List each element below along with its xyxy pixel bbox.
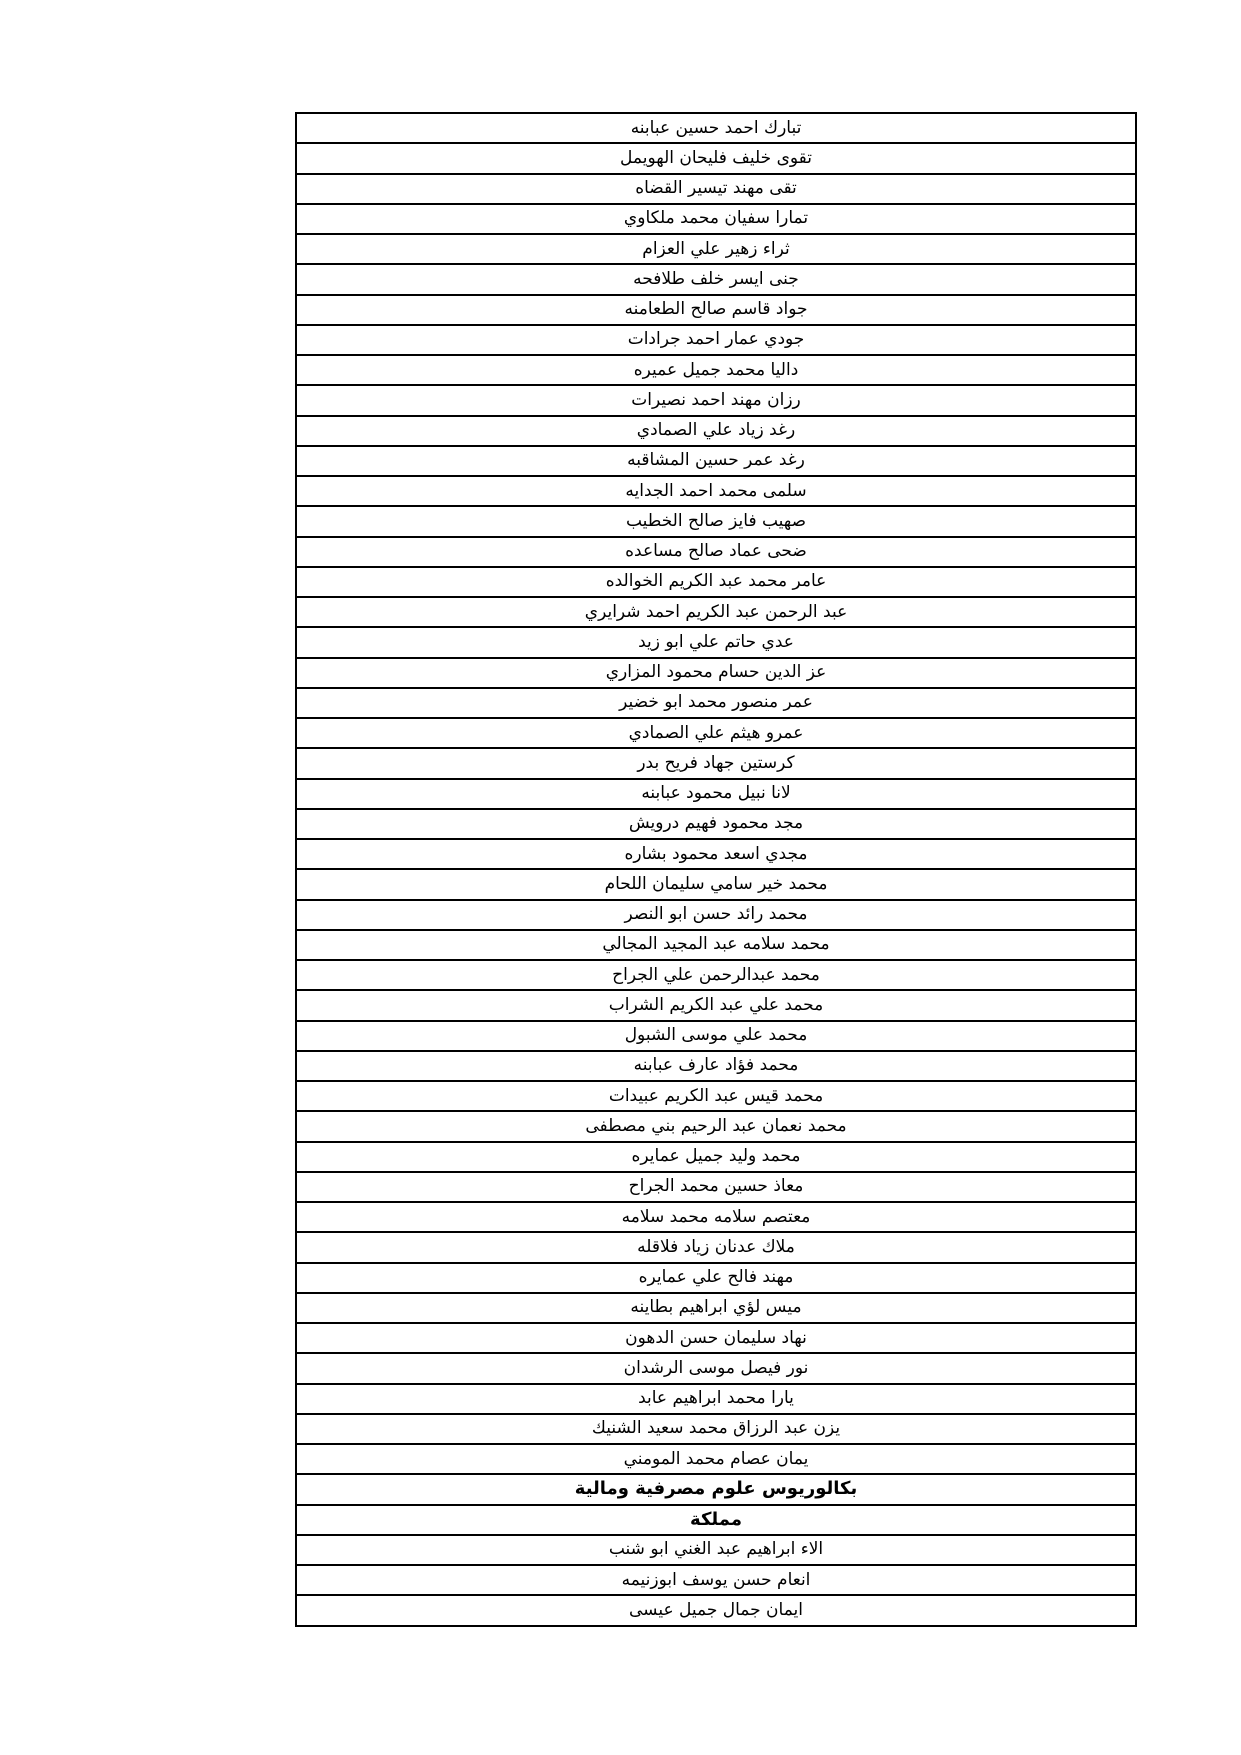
- table-row: محمد خير سامي سليمان اللحام: [297, 870, 1135, 900]
- table-row: عمر منصور محمد ابو خضير: [297, 689, 1135, 719]
- table-row: الاء ابراهيم عبد الغني ابو شنب: [297, 1536, 1135, 1566]
- table-row: محمد نعمان عبد الرحيم بني مصطفى: [297, 1112, 1135, 1142]
- table-row: جودي عمار احمد جرادات: [297, 326, 1135, 356]
- table-row: لانا نبيل محمود عبابنه: [297, 780, 1135, 810]
- table-row: ضحى عماد صالح مساعده: [297, 538, 1135, 568]
- table-row: نهاد سليمان حسن الدهون: [297, 1324, 1135, 1354]
- table-row: رزان مهند احمد نصيرات: [297, 386, 1135, 416]
- table-row: سلمى محمد احمد الجدايه: [297, 477, 1135, 507]
- table-row: محمد فؤاد عارف عبابنه: [297, 1052, 1135, 1082]
- table-row: محمد عبدالرحمن علي الجراح: [297, 961, 1135, 991]
- table-row: ملاك عدنان زياد فلاقله: [297, 1233, 1135, 1263]
- table-row: عامر محمد عبد الكريم الخوالده: [297, 568, 1135, 598]
- table-row: يمان عصام محمد المومني: [297, 1445, 1135, 1475]
- table-row: داليا محمد جميل عميره: [297, 356, 1135, 386]
- table-row: كرستين جهاد فريح بدر: [297, 749, 1135, 779]
- table-row: ثراء زهير علي العزام: [297, 235, 1135, 265]
- table-row: عز الدين حسام محمود المزاري: [297, 659, 1135, 689]
- table-row: مهند فالح علي عمايره: [297, 1264, 1135, 1294]
- table-row: يزن عبد الرزاق محمد سعيد الشنيك: [297, 1415, 1135, 1445]
- table-row: انعام حسن يوسف ابوزنيمه: [297, 1566, 1135, 1596]
- table-row: تقى مهند تيسير القضاه: [297, 175, 1135, 205]
- table-row: تمارا سفيان محمد ملكاوي: [297, 205, 1135, 235]
- table-row: مجدي اسعد محمود بشاره: [297, 840, 1135, 870]
- table-row: ميس لؤي ابراهيم بطاينه: [297, 1294, 1135, 1324]
- table-row: عمرو هيثم علي الصمادي: [297, 719, 1135, 749]
- table-row: رغد عمر حسين المشاقبه: [297, 447, 1135, 477]
- table-row: معتصم سلامه محمد سلامه: [297, 1203, 1135, 1233]
- table-row: رغد زياد علي الصمادي: [297, 417, 1135, 447]
- table-row: محمد قيس عبد الكريم عبيدات: [297, 1082, 1135, 1112]
- table-row: مجد محمود فهيم درويش: [297, 810, 1135, 840]
- table-row: محمد علي عبد الكريم الشراب: [297, 991, 1135, 1021]
- table-row: تقوى خليف فليحان الهويمل: [297, 144, 1135, 174]
- table-row: صهيب فايز صالح الخطيب: [297, 507, 1135, 537]
- table-row: يارا محمد ابراهيم عابد: [297, 1385, 1135, 1415]
- table-row: معاذ حسين محمد الجراح: [297, 1173, 1135, 1203]
- table-row: عبد الرحمن عبد الكريم احمد شرايري: [297, 598, 1135, 628]
- table-row: ايمان جمال جميل عيسى: [297, 1596, 1135, 1626]
- table-row: محمد علي موسى الشبول: [297, 1022, 1135, 1052]
- table-row: محمد سلامه عبد المجيد المجالي: [297, 931, 1135, 961]
- table-row: محمد رائد حسن ابو النصر: [297, 901, 1135, 931]
- table-row: عدي حاتم علي ابو زيد: [297, 628, 1135, 658]
- names-table: [295, 112, 1137, 1627]
- table-row: محمد وليد جميل عمايره: [297, 1143, 1135, 1173]
- table-row: جنى ايسر خلف طلافحه: [297, 265, 1135, 295]
- section-header-row: مملكة: [297, 1506, 1135, 1536]
- table-row: نور فيصل موسى الرشدان: [297, 1354, 1135, 1384]
- table-row: جواد قاسم صالح الطعامنه: [297, 296, 1135, 326]
- table-row: تبارك احمد حسين عبابنه: [297, 114, 1135, 144]
- section-header-row: بكالوريوس علوم مصرفية ومالية: [297, 1475, 1135, 1505]
